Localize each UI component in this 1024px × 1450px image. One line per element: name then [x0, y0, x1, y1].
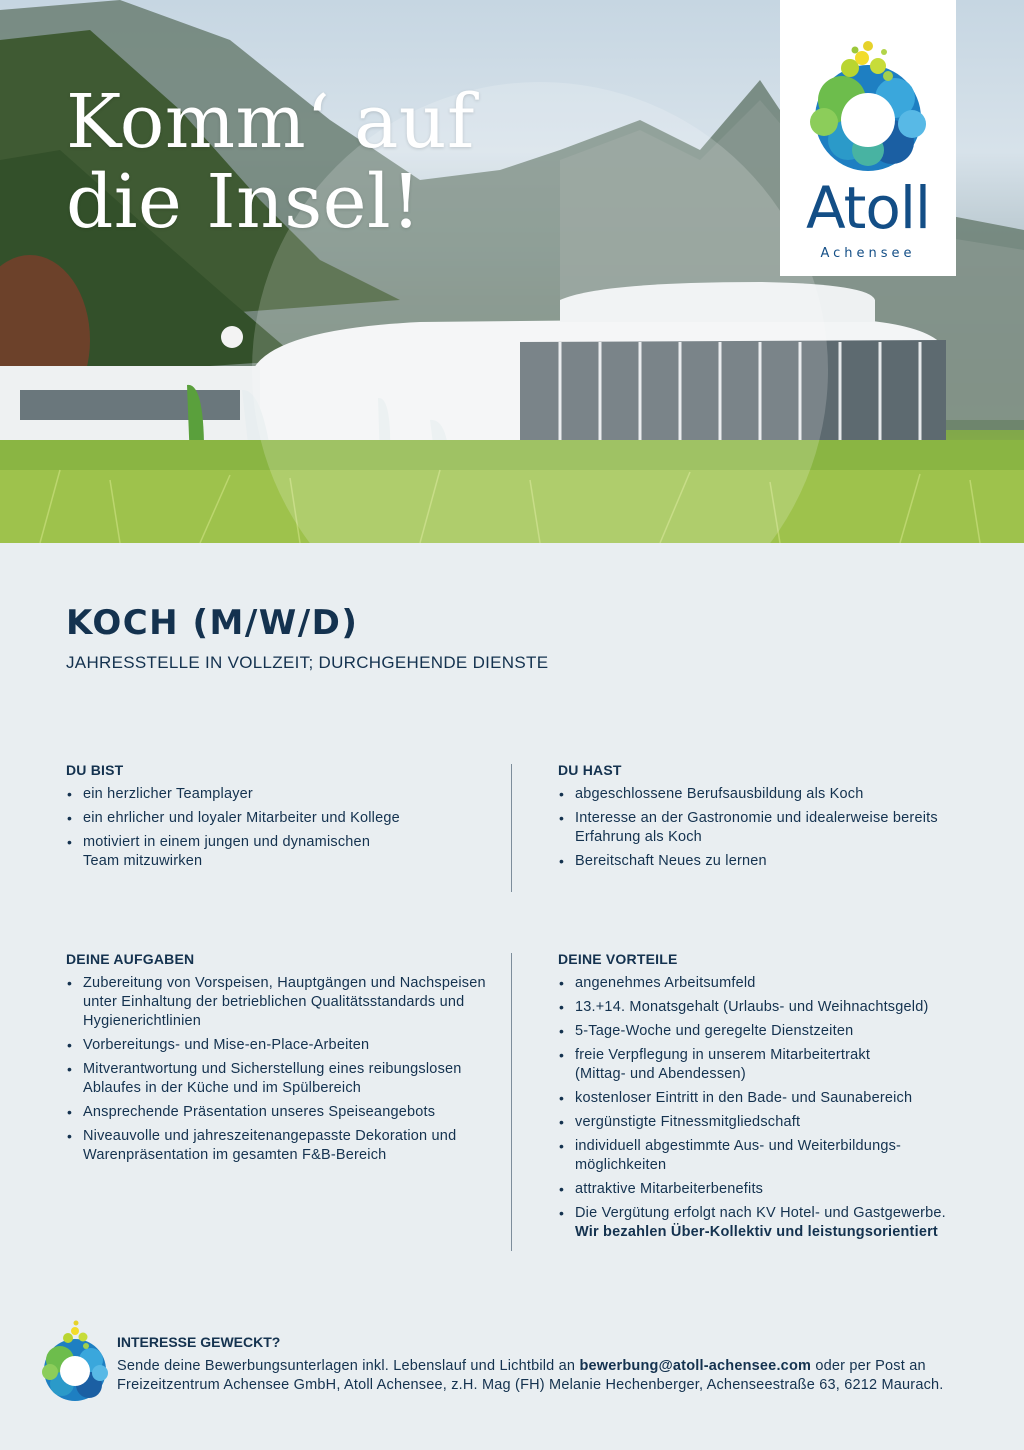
section-heading: DEINE AUFGABEN	[66, 951, 195, 967]
job-subtitle: JAHRESSTELLE IN VOLLZEIT; DURCHGEHENDE DIENSTE	[66, 653, 549, 672]
list-item: • abgeschlossene Berufsausbildung als Koch	[558, 785, 968, 804]
section-heading: DU BIST	[66, 762, 124, 778]
list-item: • Mitverantwortung und Sicherstellung eines reibungslosen Ablaufes in der Küche und im Spülbereich	[66, 1060, 486, 1098]
du-hast-list	[558, 785, 968, 871]
deine-vorteile-list	[558, 974, 968, 1242]
list-item: • ein herzlicher Teamplayer	[66, 785, 506, 804]
logo-location-text: Achensee	[820, 246, 916, 261]
list-item: • Ansprechende Präsentation unseres Speiseangebots	[66, 1103, 496, 1122]
section-deine-vorteile	[558, 950, 968, 1247]
list-item: • Niveauvolle und jahreszeitenangepasste Dekoration und Warenpräsentation im gesamten F&B-Bereich	[66, 1127, 476, 1165]
list-item: • ein ehrlicher und loyaler Mitarbeiter und Kollege	[66, 809, 506, 828]
list-item: • Bereitschaft Neues zu lernen	[558, 852, 968, 871]
hero-headline-line-1: Komm‘ auf	[66, 79, 475, 165]
application-email-link[interactable]: bewerbung@atoll-achensee.com	[579, 1358, 812, 1374]
salary-text: Die Vergütung erfolgt nach KV Hotel- und Gastgewerbe.	[575, 1205, 946, 1221]
list-item: • 5-Tage-Woche und geregelte Dienstzeiten	[558, 1022, 968, 1041]
atoll-logo-small-icon	[42, 1320, 108, 1402]
list-item-salary	[558, 1204, 968, 1242]
hero-headline	[66, 79, 475, 245]
section-du-hast	[558, 761, 968, 876]
atoll-logo	[780, 0, 956, 276]
list-item: • Zubereitung von Vorspeisen, Hauptgängen und Nachspeisen unter Einhaltung der betrieblichen Qualitätsstandards und Hygienerichtlinien	[66, 974, 496, 1031]
list-item: • motiviert in einem jungen und dynamischen Team mitzuwirken	[66, 833, 396, 871]
list-item: • freie Verpflegung in unserem Mitarbeitertrakt (Mittag- und Abendessen)	[558, 1046, 898, 1084]
section-heading: DEINE VORTEILE	[558, 951, 678, 967]
column-divider	[511, 953, 512, 1251]
footer-text-before: Sende deine Bewerbungsunterlagen inkl. Lebenslauf und Lichtbild an	[117, 1358, 580, 1374]
list-item: • vergünstigte Fitnessmitgliedschaft	[558, 1113, 968, 1132]
column-divider	[511, 764, 512, 892]
footer-heading: INTERESSE GEWECKT?	[117, 1334, 281, 1350]
section-du-bist	[66, 761, 506, 876]
hero-headline-line-2: die Insel!	[66, 159, 422, 245]
logo-brand-text: Atoll	[805, 174, 931, 242]
deine-aufgaben-list	[66, 974, 496, 1165]
job-title: KOCH (M/W/D)	[66, 603, 359, 643]
atoll-logo-icon	[780, 0, 956, 176]
list-item: • kostenloser Eintritt in den Bade- und Saunabereich	[558, 1089, 968, 1108]
list-item: • angenehmes Arbeitsumfeld	[558, 974, 968, 993]
footer-text-after: oder per Post an Freizeitzentrum Achensee GmbH, Atoll Achensee, z.H. Mag (FH) Melanie Hechenberger, Achenseestraße 63, 6212 Maurach.	[117, 1358, 944, 1393]
footer-contact-text	[117, 1357, 997, 1395]
list-item: • Vorbereitungs- und Mise-en-Place-Arbeiten	[66, 1036, 496, 1055]
list-item: • individuell abgestimmte Aus- und Weiterbildungs-möglichkeiten	[558, 1137, 928, 1175]
list-item: • 13.+14. Monatsgehalt (Urlaubs- und Weihnachtsgeld)	[558, 998, 968, 1017]
list-item: • attraktive Mitarbeiterbenefits	[558, 1180, 968, 1199]
hero-banner	[0, 0, 1024, 543]
section-heading: DU HAST	[558, 762, 622, 778]
salary-highlight: Wir bezahlen Über-Kollektiv und leistungsorientiert	[575, 1224, 938, 1240]
du-bist-list	[66, 785, 506, 871]
section-deine-aufgaben	[66, 950, 496, 1170]
list-item: • Interesse an der Gastronomie und idealerweise bereits Erfahrung als Koch	[558, 809, 958, 847]
